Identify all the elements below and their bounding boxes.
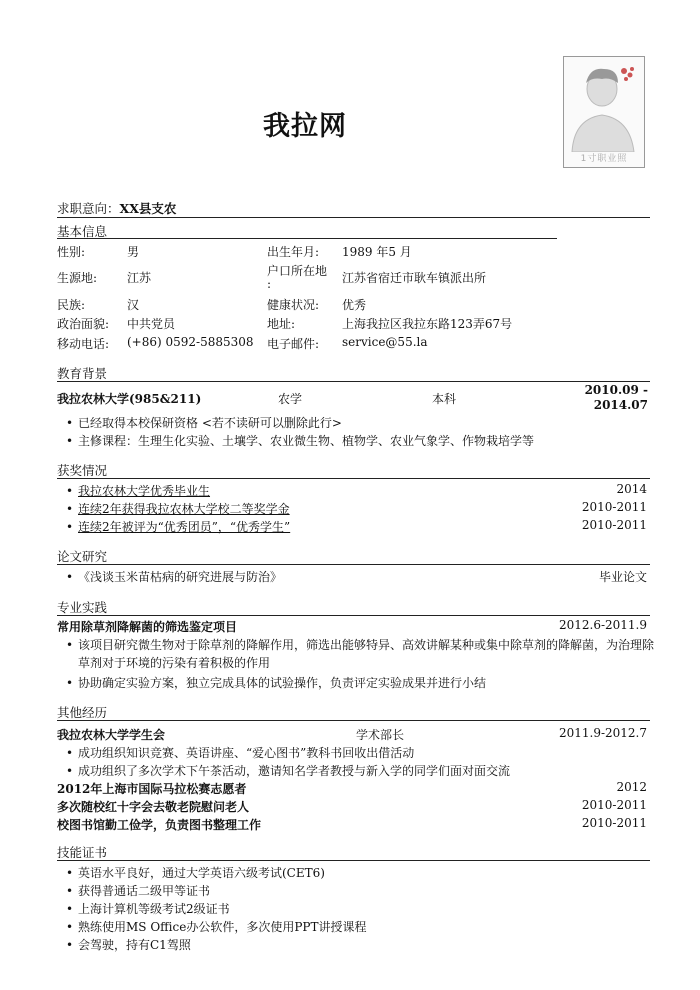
address-label: 地址: <box>267 317 296 331</box>
list-item: • 连续2年被评为“优秀团员”，“优秀学生” <box>66 520 291 534</box>
other-entry-date: 2012 <box>616 780 647 794</box>
list-item: • 已经取得本校保研资格 <若不读研可以删除此行> <box>66 416 342 430</box>
thesis-type: 毕业论文 <box>598 570 647 584</box>
section-title-thesis: 论文研究 <box>57 549 108 564</box>
section-title-skills: 技能证书 <box>57 845 108 860</box>
origin-label: 生源地: <box>57 271 98 285</box>
politics-label: 政治面貌: <box>57 317 110 331</box>
list-item: • 主修课程：生理生化实验、土壤学、农业微生物、植物学、农业气象学、作物栽培学等 <box>66 434 535 448</box>
list-item: • 英语水平良好，通过大学英语六级考试(CET6) <box>66 866 325 880</box>
award-date: 2010-2011 <box>581 518 647 532</box>
section-title-education: 教育背景 <box>57 366 108 381</box>
other-date: 2011.9-2012.7 <box>558 726 647 740</box>
politics-value: 中共党员 <box>127 317 176 331</box>
edu-degree: 本科 <box>432 392 457 406</box>
award-date: 2014 <box>616 482 647 496</box>
origin-value: 江苏 <box>127 271 152 285</box>
divider <box>57 381 650 382</box>
hukou-value: 江苏省宿迁市耿车镇派出所 <box>342 271 487 285</box>
other-entry-date: 2010-2011 <box>581 816 647 830</box>
birth-label: 出生年月: <box>267 245 320 259</box>
other-entry: 多次随校红十字会去敬老院慰问老人 <box>57 800 250 814</box>
divider <box>57 860 650 861</box>
divider <box>57 564 650 565</box>
job-objective <box>57 199 176 217</box>
other-entry-date: 2010-2011 <box>581 798 647 812</box>
divider <box>57 217 650 218</box>
avatar-icon <box>564 57 644 152</box>
divider <box>57 238 557 239</box>
section-title-awards: 获奖情况 <box>57 463 108 478</box>
profile-photo <box>563 56 645 168</box>
divider <box>57 615 650 616</box>
email-value: service@55.la <box>342 335 428 349</box>
award-date: 2010-2011 <box>581 500 647 514</box>
divider <box>57 478 650 479</box>
other-org: 我拉农林大学学生会 <box>57 728 166 742</box>
hukou-label-colon: : <box>267 277 272 291</box>
birth-value: 1989 年5 月 <box>342 245 412 259</box>
section-title-practice: 专业实践 <box>57 600 108 615</box>
ethnic-value: 汉 <box>127 298 140 312</box>
mobile-value: (+86) 0592-5885308 <box>127 335 254 349</box>
email-label: 电子邮件: <box>267 337 320 351</box>
address-value: 上海我拉区我拉东路123弄67号 <box>342 317 513 331</box>
edu-major: 农学 <box>278 392 303 406</box>
objective-label: 求职意向： <box>57 201 120 216</box>
section-title-basic: 基本信息 <box>57 224 108 239</box>
hukou-label: 户口所在地 <box>267 264 328 278</box>
health-label: 健康状况: <box>267 298 320 312</box>
ethnic-label: 民族: <box>57 298 86 312</box>
section-title-other: 其他经历 <box>57 705 108 720</box>
other-entry: 2012年上海市国际马拉松赛志愿者 <box>57 782 247 796</box>
edu-date-end: 2014.07 <box>593 398 648 412</box>
objective-value: XX县支农 <box>119 201 177 216</box>
list-item: • 该项目研究微生物对于除草剂的降解作用，筛选出能够特异、高效讲解某种或集中除草剂的降解菌，为治理除草剂对于环境的污染有着积极的作用 <box>66 638 655 670</box>
list-item: • 上海计算机等级考试2级证书 <box>66 902 230 916</box>
list-item: • 我拉农林大学优秀毕业生 <box>66 484 211 498</box>
list-item: • 成功组织知识竞赛、英语讲座、“爱心图书”教科书回收出借活动 <box>66 746 415 760</box>
mobile-label: 移动电话: <box>57 337 110 351</box>
list-item: • 连续2年获得我拉农林大学校二等奖学金 <box>66 502 290 516</box>
practice-date: 2012.6-2011.9 <box>558 618 647 632</box>
health-value: 优秀 <box>342 298 367 312</box>
divider <box>57 720 650 721</box>
gender-value: 男 <box>127 245 140 259</box>
page-title: 我拉网 <box>263 111 347 142</box>
photo-caption: 1寸职业照 <box>580 154 628 164</box>
other-role: 学术部长 <box>356 728 405 742</box>
list-item: • 协助确定实验方案，独立完成具体的试验操作，负责评定实验成果并进行小结 <box>66 676 487 690</box>
edu-school: 我拉农林大学(985&211) <box>57 392 202 406</box>
list-item: • 熟练使用MS Office办公软件，多次使用PPT讲授课程 <box>66 920 367 934</box>
list-item: • 成功组织了多次学术下午茶活动，邀请知名学者教授与新入学的同学们面对面交流 <box>66 764 511 778</box>
list-item: • 会驾驶，持有C1驾照 <box>66 938 191 952</box>
other-entry: 校图书馆勤工俭学，负责图书整理工作 <box>57 818 262 832</box>
list-item: • 获得普通话二级甲等证书 <box>66 884 211 898</box>
practice-project: 常用除草剂降解菌的筛选鉴定项目 <box>57 620 238 634</box>
edu-date-start: 2010.09 - <box>584 383 648 397</box>
list-item: • 《浅谈玉米苗枯病的研究进展与防治》 <box>66 570 283 584</box>
gender-label: 性别: <box>57 245 86 259</box>
